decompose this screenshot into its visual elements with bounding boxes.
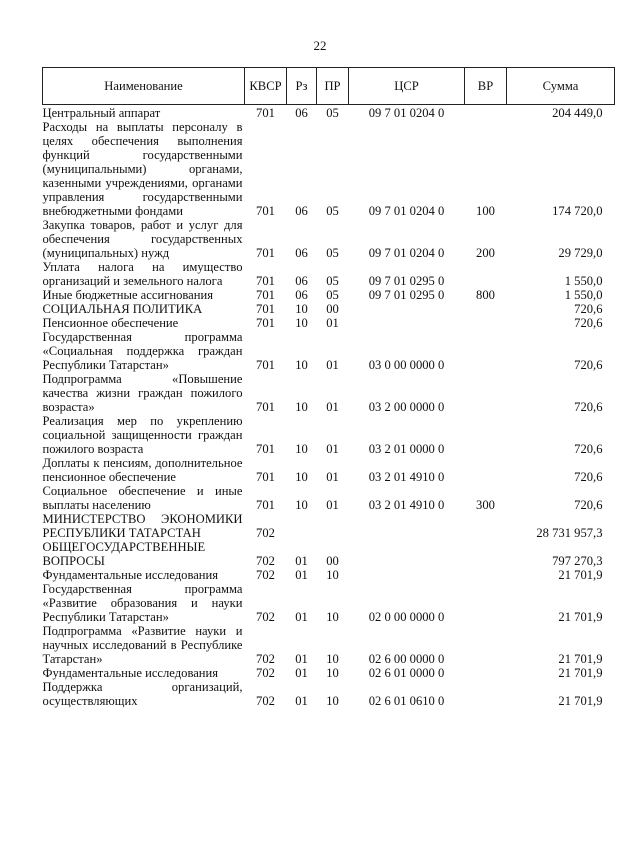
cell-pr: 01 [326,400,339,414]
cell-rz: 10 [295,442,308,456]
cell-name: Подпрограмма «Развитие науки и научных исследований в Республике Татарстан» [42,624,243,666]
table-row [43,540,615,568]
table-row [43,624,615,666]
cell-csr [349,316,465,330]
cell-kvsr: 702 [256,666,275,680]
header-name: Наименование [43,68,245,105]
cell-pr: 05 [326,204,339,218]
cell-csr: 03 2 00 0000 0 [368,400,445,414]
cell-pr: 01 [326,316,339,330]
header-kvsr: КВСР [245,68,287,105]
cell-vr [465,372,507,414]
cell-rz: 01 [295,568,308,582]
cell-name: Иные бюджетные ассигнования [42,288,214,302]
cell-rz: 01 [295,610,308,624]
cell-sum: 797 270,3 [552,554,603,568]
cell-vr [465,260,507,288]
cell-vr [465,666,507,680]
cell-csr [349,512,465,540]
cell-csr: 02 6 00 0000 0 [368,652,445,666]
cell-pr: 10 [326,694,339,708]
cell-kvsr: 701 [256,302,275,316]
cell-vr [465,330,507,372]
cell-csr: 02 0 00 0000 0 [368,610,445,624]
cell-kvsr: 701 [256,246,275,260]
cell-sum: 21 701,9 [558,610,603,624]
cell-name: Подпрограмма «Повышение качества жизни граждан пожилого возраста» [42,372,243,414]
cell-sum: 204 449,0 [552,106,603,120]
cell-rz: 06 [295,288,308,302]
table-row [43,414,615,456]
cell-name: Закупка товаров, работ и услуг для обеспечения государственных (муниципальных) нужд [42,218,243,260]
cell-kvsr: 701 [256,358,275,372]
cell-csr: 09 7 01 0295 0 [368,274,445,288]
table-row [43,330,615,372]
cell-sum: 21 701,9 [558,694,603,708]
cell-pr: 10 [326,568,339,582]
cell-kvsr: 701 [256,470,275,484]
cell-sum: 21 701,9 [558,652,603,666]
cell-pr: 05 [326,106,339,120]
cell-vr [465,680,507,708]
cell-sum: 720,6 [574,400,603,414]
cell-name: Расходы на выплаты персоналу в целях обеспечения выполнения функций государственными (муниципальными) органами, казенными учреждениями, органами управления государственными внебюджетными фондами [42,120,243,218]
page-number: 22 [313,38,327,53]
cell-pr: 01 [326,442,339,456]
cell-pr: 01 [326,470,339,484]
cell-kvsr: 701 [256,288,275,302]
cell-rz: 01 [295,652,308,666]
cell-rz: 06 [295,246,308,260]
cell-kvsr: 701 [256,106,275,120]
table-row [43,316,615,330]
cell-sum: 720,6 [574,442,603,456]
cell-vr [465,568,507,582]
cell-kvsr: 701 [256,204,275,218]
cell-pr: 05 [326,246,339,260]
cell-name: Реализация мер по укреплению социальной защищенности граждан пожилого возраста [42,414,243,456]
cell-kvsr: 701 [256,274,275,288]
cell-rz [287,512,317,540]
cell-name: Государственная программа «Развитие образования и науки Республики Татарстан» [42,582,243,624]
cell-name: Государственная программа «Социальная поддержка граждан Республики Татарстан» [42,330,243,372]
table-row [43,288,615,302]
cell-rz: 10 [295,400,308,414]
table-row [43,260,615,288]
cell-rz: 06 [295,106,308,120]
cell-name: Доплаты к пенсиям, дополнительное пенсионное обеспечение [42,456,243,484]
header-vr: ВР [465,68,507,105]
cell-pr [317,512,349,540]
cell-vr [465,512,507,540]
cell-vr [465,624,507,666]
cell-vr: 800 [476,288,495,302]
cell-pr: 10 [326,610,339,624]
cell-kvsr: 702 [256,568,275,582]
cell-name: ОБЩЕГОСУДАРСТВЕННЫЕ ВОПРОСЫ [42,540,206,568]
cell-sum: 1 550,0 [564,288,603,302]
cell-csr: 03 0 00 0000 0 [368,358,445,372]
table-row [43,218,615,260]
cell-vr: 300 [476,498,495,512]
table-row [43,512,615,540]
table-row [43,582,615,624]
cell-rz: 10 [295,302,308,316]
cell-pr: 05 [326,288,339,302]
cell-name: Поддержка организаций, осуществляющих [42,680,243,708]
cell-name: Фундаментальные исследования [42,568,219,582]
cell-vr [465,582,507,624]
cell-sum: 720,6 [574,358,603,372]
table-row [43,680,615,708]
cell-vr: 100 [476,204,495,218]
cell-rz: 10 [295,358,308,372]
cell-kvsr: 701 [256,442,275,456]
cell-kvsr: 702 [256,554,275,568]
cell-sum: 1 550,0 [564,274,603,288]
cell-sum: 21 701,9 [558,666,603,680]
cell-kvsr: 702 [256,526,275,540]
header-rz: Рз [287,68,317,105]
cell-sum: 29 729,0 [558,246,603,260]
table-row [43,666,615,680]
cell-rz: 06 [295,274,308,288]
table-header-row [43,68,615,105]
cell-name: Уплата налога на имущество организаций и земельного налога [42,260,243,288]
cell-sum: 720,6 [574,470,603,484]
cell-vr [465,105,507,121]
cell-name: СОЦИАЛЬНАЯ ПОЛИТИКА [42,302,203,316]
cell-csr [349,540,465,568]
table-row [43,372,615,414]
cell-vr [465,414,507,456]
cell-pr: 00 [326,554,339,568]
cell-sum: 720,6 [574,498,603,512]
cell-name: Пенсионное обеспечение [42,316,179,330]
cell-kvsr: 702 [256,610,275,624]
cell-kvsr: 702 [256,652,275,666]
cell-rz: 10 [295,470,308,484]
cell-csr: 09 7 01 0295 0 [368,288,445,302]
cell-csr: 09 7 01 0204 0 [368,246,445,260]
cell-csr: 03 2 01 4910 0 [368,498,445,512]
cell-name: МИНИСТЕРСТВО ЭКОНОМИКИ РЕСПУБЛИКИ ТАТАРСТАН [42,512,243,540]
cell-csr: 03 2 01 0000 0 [368,442,445,456]
cell-sum: 28 731 957,3 [536,526,603,540]
cell-sum: 720,6 [574,316,603,330]
table-row [43,302,615,316]
cell-pr: 01 [326,498,339,512]
cell-csr: 02 6 01 0000 0 [368,666,445,680]
cell-sum: 21 701,9 [558,568,603,582]
cell-vr [465,456,507,484]
cell-rz: 01 [295,694,308,708]
cell-pr: 01 [326,358,339,372]
cell-csr [349,302,465,316]
cell-csr: 02 6 01 0610 0 [368,694,445,708]
cell-vr [465,302,507,316]
cell-name: Фундаментальные исследования [42,666,219,680]
cell-csr [349,568,465,582]
cell-kvsr: 701 [256,400,275,414]
cell-rz: 06 [295,204,308,218]
cell-csr: 03 2 01 4910 0 [368,470,445,484]
cell-kvsr: 701 [256,498,275,512]
cell-pr: 10 [326,666,339,680]
cell-pr: 10 [326,652,339,666]
table-row [43,484,615,512]
table-row [43,456,615,484]
cell-csr: 09 7 01 0204 0 [368,106,445,120]
table-row [43,568,615,582]
cell-pr: 00 [326,302,339,316]
cell-rz: 10 [295,316,308,330]
table-body [43,105,615,709]
budget-table [42,67,615,708]
table-row [43,105,615,121]
cell-sum: 174 720,0 [552,204,603,218]
cell-name: Социальное обеспечение и иные выплаты населению [42,484,243,512]
cell-pr: 05 [326,274,339,288]
table-row [43,120,615,218]
cell-name: Центральный аппарат [42,106,161,120]
header-sum: Сумма [507,68,615,105]
cell-kvsr: 702 [256,694,275,708]
cell-rz: 01 [295,666,308,680]
header-pr: ПР [317,68,349,105]
header-csr: ЦСР [349,68,465,105]
cell-vr [465,540,507,568]
cell-csr: 09 7 01 0204 0 [368,204,445,218]
cell-vr: 200 [476,246,495,260]
cell-rz: 10 [295,498,308,512]
cell-kvsr: 701 [256,316,275,330]
cell-rz: 01 [295,554,308,568]
cell-vr [465,316,507,330]
cell-sum: 720,6 [574,302,603,316]
